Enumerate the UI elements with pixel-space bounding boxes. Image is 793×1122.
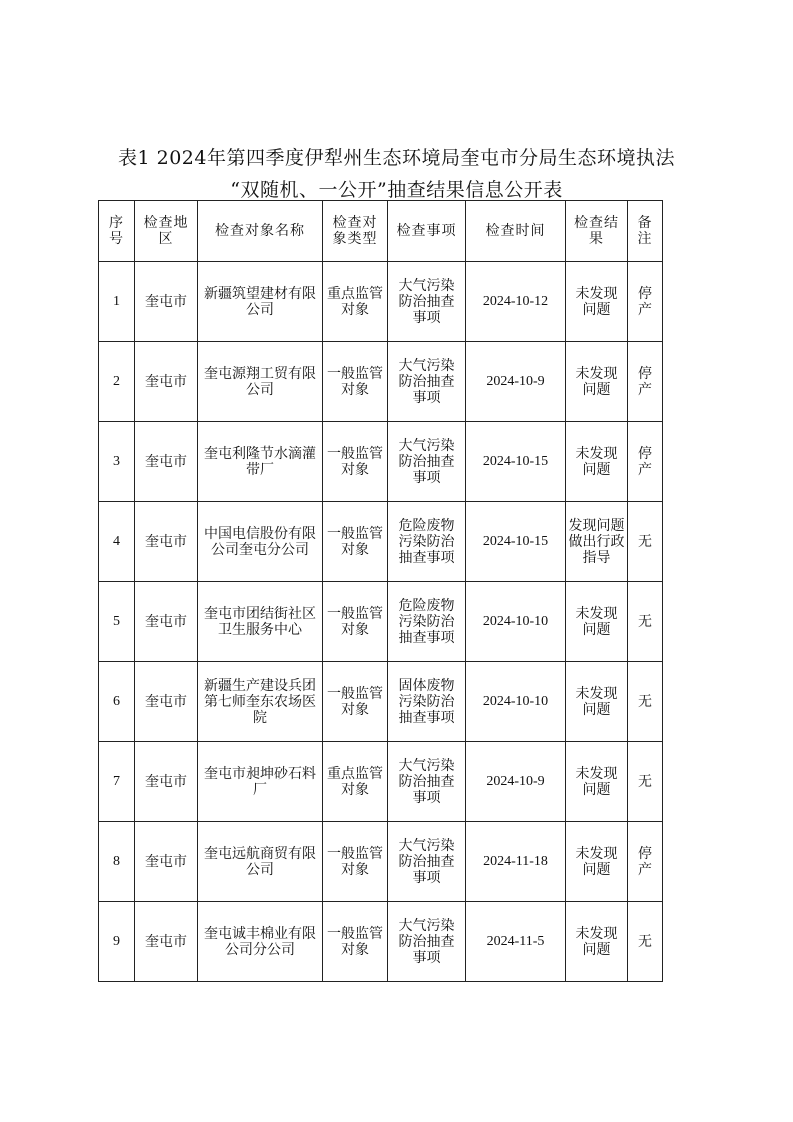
cell-note: 停产 <box>628 262 663 342</box>
cell-type: 重点监管对象 <box>323 262 388 342</box>
cell-name: 新疆筑望建材有限公司 <box>198 262 323 342</box>
cell-item: 大气污染防治抽查事项 <box>388 262 466 342</box>
cell-time: 2024-10-9 <box>466 742 566 822</box>
cell-result: 未发现问题 <box>566 902 628 982</box>
cell-area: 奎屯市 <box>135 582 198 662</box>
cell-result: 未发现问题 <box>566 422 628 502</box>
table-row <box>99 342 663 422</box>
header-type: 检查对象类型 <box>323 201 388 262</box>
cell-note: 无 <box>628 582 663 662</box>
cell-item: 大气污染防治抽查事项 <box>388 902 466 982</box>
table-row <box>99 262 663 342</box>
cell-seq: 5 <box>99 582 135 662</box>
cell-item: 大气污染防治抽查事项 <box>388 822 466 902</box>
cell-item: 大气污染防治抽查事项 <box>388 342 466 422</box>
cell-time: 2024-10-10 <box>466 582 566 662</box>
table-row <box>99 662 663 742</box>
table-row <box>99 902 663 982</box>
header-item: 检查事项 <box>388 201 466 262</box>
cell-seq: 8 <box>99 822 135 902</box>
cell-item: 危险废物污染防治抽查事项 <box>388 502 466 582</box>
table-row <box>99 822 663 902</box>
cell-name: 奎屯远航商贸有限公司 <box>198 822 323 902</box>
cell-result: 未发现问题 <box>566 342 628 422</box>
header-note: 备注 <box>628 201 663 262</box>
cell-type: 重点监管对象 <box>323 742 388 822</box>
cell-time: 2024-10-9 <box>466 342 566 422</box>
cell-seq: 7 <box>99 742 135 822</box>
cell-note: 无 <box>628 902 663 982</box>
cell-name: 新疆生产建设兵团第七师奎东农场医院 <box>198 662 323 742</box>
table-header-row <box>99 201 663 262</box>
cell-seq: 3 <box>99 422 135 502</box>
header-area: 检查地区 <box>135 201 198 262</box>
cell-name: 奎屯市团结街社区卫生服务中心 <box>198 582 323 662</box>
header-seq: 序号 <box>99 201 135 262</box>
cell-time: 2024-11-5 <box>466 902 566 982</box>
cell-seq: 6 <box>99 662 135 742</box>
cell-type: 一般监管对象 <box>323 502 388 582</box>
cell-name: 中国电信股份有限公司奎屯分公司 <box>198 502 323 582</box>
cell-area: 奎屯市 <box>135 902 198 982</box>
cell-item: 固体废物污染防治抽查事项 <box>388 662 466 742</box>
cell-type: 一般监管对象 <box>323 822 388 902</box>
cell-time: 2024-10-15 <box>466 422 566 502</box>
cell-note: 停产 <box>628 822 663 902</box>
inspection-results-table <box>98 200 663 982</box>
cell-result: 未发现问题 <box>566 662 628 742</box>
cell-name: 奎屯市昶坤砂石料厂 <box>198 742 323 822</box>
cell-area: 奎屯市 <box>135 742 198 822</box>
cell-area: 奎屯市 <box>135 262 198 342</box>
cell-item: 危险废物污染防治抽查事项 <box>388 582 466 662</box>
table-row <box>99 502 663 582</box>
cell-note: 无 <box>628 662 663 742</box>
cell-seq: 1 <box>99 262 135 342</box>
table-row <box>99 582 663 662</box>
page-title-line2: “双随机、一公开”抽查结果信息公开表 <box>230 179 563 201</box>
cell-name: 奎屯诚丰棉业有限公司分公司 <box>198 902 323 982</box>
cell-name: 奎屯利隆节水滴灌带厂 <box>198 422 323 502</box>
cell-result: 未发现问题 <box>566 822 628 902</box>
cell-result: 未发现问题 <box>566 742 628 822</box>
cell-type: 一般监管对象 <box>323 342 388 422</box>
cell-result: 发现问题做出行政指导 <box>566 502 628 582</box>
cell-seq: 4 <box>99 502 135 582</box>
cell-note: 停产 <box>628 342 663 422</box>
cell-note: 无 <box>628 742 663 822</box>
cell-item: 大气污染防治抽查事项 <box>388 422 466 502</box>
header-time: 检查时间 <box>466 201 566 262</box>
cell-type: 一般监管对象 <box>323 582 388 662</box>
cell-item: 大气污染防治抽查事项 <box>388 742 466 822</box>
cell-type: 一般监管对象 <box>323 662 388 742</box>
cell-type: 一般监管对象 <box>323 422 388 502</box>
cell-type: 一般监管对象 <box>323 902 388 982</box>
cell-result: 未发现问题 <box>566 262 628 342</box>
cell-note: 停产 <box>628 422 663 502</box>
header-result: 检查结果 <box>566 201 628 262</box>
cell-area: 奎屯市 <box>135 422 198 502</box>
page-title-line1: 表1 2024年第四季度伊犁州生态环境局奎屯市分局生态环境执法 <box>118 147 675 169</box>
cell-result: 未发现问题 <box>566 582 628 662</box>
table-row <box>99 422 663 502</box>
cell-name: 奎屯源翔工贸有限公司 <box>198 342 323 422</box>
cell-time: 2024-10-10 <box>466 662 566 742</box>
cell-area: 奎屯市 <box>135 342 198 422</box>
header-name: 检查对象名称 <box>198 201 323 262</box>
cell-area: 奎屯市 <box>135 822 198 902</box>
cell-time: 2024-10-12 <box>466 262 566 342</box>
cell-time: 2024-10-15 <box>466 502 566 582</box>
cell-seq: 9 <box>99 902 135 982</box>
cell-time: 2024-11-18 <box>466 822 566 902</box>
table-row <box>99 742 663 822</box>
cell-note: 无 <box>628 502 663 582</box>
cell-seq: 2 <box>99 342 135 422</box>
cell-area: 奎屯市 <box>135 662 198 742</box>
cell-area: 奎屯市 <box>135 502 198 582</box>
